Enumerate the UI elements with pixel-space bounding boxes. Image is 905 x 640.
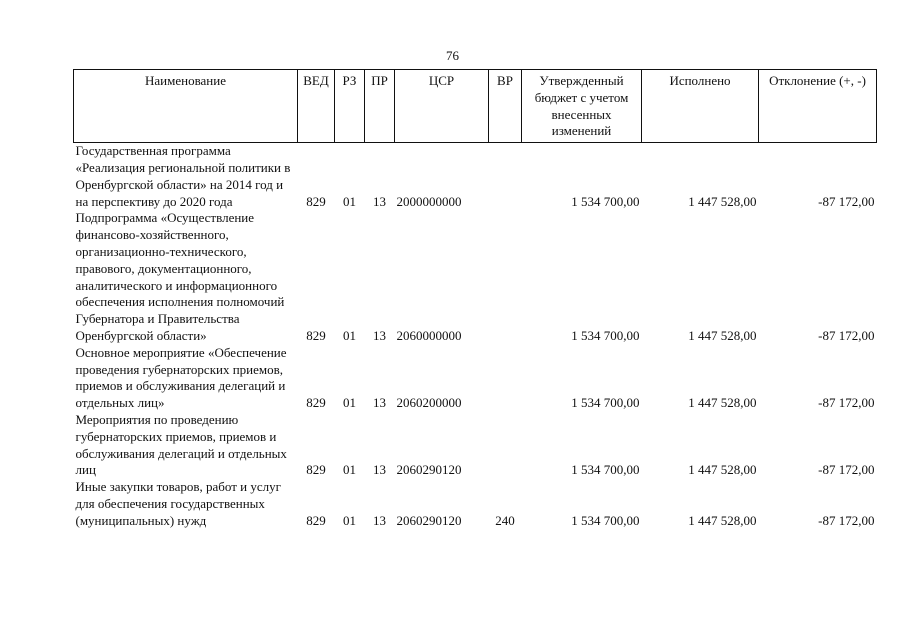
row-deviation: -87 172,00 bbox=[818, 462, 875, 478]
row-approved: 1 534 700,00 bbox=[571, 327, 640, 343]
header-pr: ПР bbox=[365, 70, 395, 143]
row-executed: 1 447 528,00 bbox=[688, 395, 757, 411]
header-name: Наименование bbox=[74, 70, 298, 143]
row-deviation: -87 172,00 bbox=[818, 193, 875, 209]
row-pr: 13 bbox=[373, 395, 386, 411]
row-csr: 2060290120 bbox=[396, 512, 462, 528]
row-deviation: -87 172,00 bbox=[818, 327, 875, 343]
table-row bbox=[74, 143, 877, 211]
table-row bbox=[74, 345, 877, 412]
row-vr bbox=[489, 210, 522, 344]
row-ved: 829 bbox=[306, 512, 326, 528]
row-approved: 1 534 700,00 bbox=[571, 512, 640, 528]
table-row bbox=[74, 412, 877, 479]
row-approved: 1 534 700,00 bbox=[571, 193, 640, 209]
row-deviation: -87 172,00 bbox=[818, 512, 875, 528]
row-name: Мероприятия по проведению губернаторских приемов, приемов и обслуживания делегаций и отдельных лиц bbox=[75, 411, 287, 478]
row-approved: 1 534 700,00 bbox=[571, 462, 640, 478]
header-deviation: Отклонение (+, -) bbox=[759, 70, 877, 143]
row-name: Подпрограмма «Осуществление финансово-хозяйственного, организационно-технического, правового, документационного, аналитического и информационного обеспечения исполнения полномочий Губернатора и Правительства Оренбургской области» bbox=[75, 210, 285, 343]
budget-table bbox=[73, 69, 877, 530]
row-executed: 1 447 528,00 bbox=[688, 512, 757, 528]
row-executed: 1 447 528,00 bbox=[688, 462, 757, 478]
row-deviation: -87 172,00 bbox=[818, 395, 875, 411]
table-header-row bbox=[74, 70, 877, 143]
row-ved: 829 bbox=[306, 462, 326, 478]
row-vr bbox=[489, 412, 522, 479]
row-ved: 829 bbox=[306, 327, 326, 343]
row-name: Государственная программа «Реализация региональной политики в Оренбургской области» на 2014 год и на перспективу до 2020 года bbox=[75, 143, 291, 209]
row-rz: 01 bbox=[343, 327, 356, 343]
row-name: Иные закупки товаров, работ и услуг для обеспечения государственных (муниципальных) нужд bbox=[75, 479, 281, 528]
row-executed: 1 447 528,00 bbox=[688, 327, 757, 343]
row-rz: 01 bbox=[343, 193, 356, 209]
row-rz: 01 bbox=[343, 462, 356, 478]
header-approved: Утвержденный бюджет с учетом внесенных изменений bbox=[522, 70, 642, 143]
header-vr: ВР bbox=[489, 70, 522, 143]
row-pr: 13 bbox=[373, 327, 386, 343]
row-rz: 01 bbox=[343, 395, 356, 411]
row-approved: 1 534 700,00 bbox=[571, 395, 640, 411]
row-vr: 240 bbox=[495, 512, 515, 528]
row-csr: 2000000000 bbox=[396, 193, 462, 209]
row-pr: 13 bbox=[373, 193, 386, 209]
row-csr: 2060290120 bbox=[396, 462, 462, 478]
table-row bbox=[74, 479, 877, 529]
row-executed: 1 447 528,00 bbox=[688, 193, 757, 209]
row-pr: 13 bbox=[373, 512, 386, 528]
header-executed: Исполнено bbox=[642, 70, 759, 143]
row-pr: 13 bbox=[373, 462, 386, 478]
row-ved: 829 bbox=[306, 395, 326, 411]
row-vr bbox=[489, 345, 522, 412]
row-name: Основное мероприятие «Обеспечение проведения губернаторских приемов, приемов и обслуживания делегаций и отдельных лиц» bbox=[75, 344, 287, 411]
header-rz: РЗ bbox=[335, 70, 365, 143]
table-row bbox=[74, 210, 877, 344]
page-number: 76 bbox=[446, 48, 459, 63]
header-csr: ЦСР bbox=[395, 70, 489, 143]
row-vr bbox=[489, 143, 522, 211]
row-ved: 829 bbox=[306, 193, 326, 209]
row-rz: 01 bbox=[343, 512, 356, 528]
row-csr: 2060200000 bbox=[396, 395, 462, 411]
header-ved: ВЕД bbox=[298, 70, 335, 143]
row-csr: 2060000000 bbox=[396, 327, 462, 343]
